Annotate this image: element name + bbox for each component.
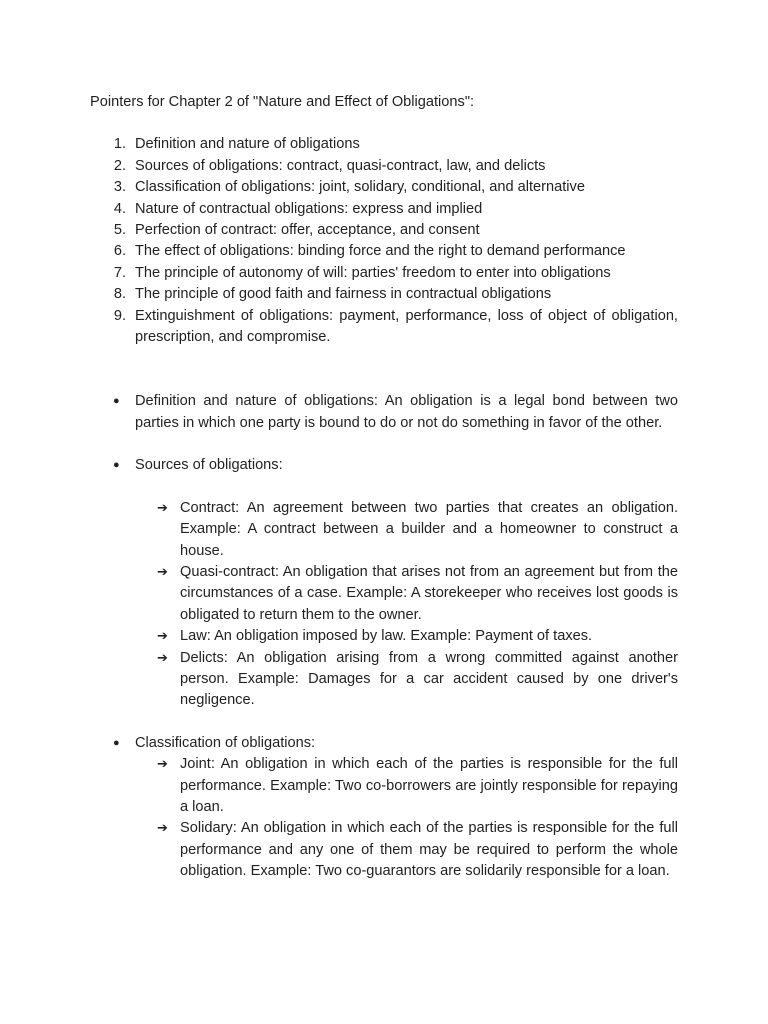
pointer-item xyxy=(90,156,678,177)
bullet-icon: ● xyxy=(113,395,120,408)
bullet-icon: ● xyxy=(113,459,120,472)
pointer-number: 9. xyxy=(113,307,126,324)
classification-list xyxy=(90,754,678,882)
definition-text: Definition and nature of obligations: An obligation is a legal bond between two parties in which one party is bound to do or not do something in favor of the other. xyxy=(135,393,678,431)
arrow-icon: ➔ xyxy=(157,500,168,516)
pointer-item xyxy=(90,284,678,305)
source-item-quasi-contract xyxy=(135,562,678,626)
spacer xyxy=(90,348,678,391)
classification-item-joint xyxy=(135,754,678,818)
pointer-item xyxy=(90,177,678,198)
sources-heading: Sources of obligations: xyxy=(135,457,283,474)
sources-list xyxy=(90,498,678,712)
arrow-icon: ➔ xyxy=(157,757,168,773)
pointer-text: Extinguishment of obligations: payment, performance, loss of object of obligation, prescription, and compromise. xyxy=(135,307,678,346)
pointer-text: The effect of obligations: binding force and the right to demand performance xyxy=(135,243,626,260)
source-text: Law: An obligation imposed by law. Example: Payment of taxes. xyxy=(180,628,593,645)
definition-bullet xyxy=(90,391,678,434)
spacer xyxy=(90,434,678,455)
pointer-number: 6. xyxy=(113,243,126,260)
classification-text: Solidary: An obligation in which each of the parties is responsible for the full performance and any one of them may be required to perform the whole obligation. Example: Two co-guarantors are solidarily responsible for a loan. xyxy=(180,820,678,880)
classification-heading: Classification of obligations: xyxy=(135,734,316,751)
pointer-item xyxy=(90,263,678,284)
pointer-text: Nature of contractual obligations: express and implied xyxy=(135,200,483,217)
pointers-list xyxy=(90,134,678,348)
pointer-number: 3. xyxy=(113,179,126,196)
classification-bullet xyxy=(90,733,678,754)
source-item-contract xyxy=(135,498,678,562)
pointer-number: 2. xyxy=(113,157,126,174)
pointer-number: 5. xyxy=(113,222,126,239)
pointer-number: 1. xyxy=(113,136,126,153)
pointer-number: 8. xyxy=(113,286,126,303)
pointer-text: The principle of autonomy of will: parties' freedom to enter into obligations xyxy=(135,264,611,281)
spacer xyxy=(90,712,678,733)
classification-text: Joint: An obligation in which each of the parties is responsible for the full performance. Example: Two co-borrowers are jointly responsible for repaying a loan. xyxy=(180,756,678,815)
spacer xyxy=(90,477,678,498)
classification-item-solidary xyxy=(135,818,678,882)
bullet-icon: ● xyxy=(113,736,120,749)
arrow-icon: ➔ xyxy=(157,650,168,666)
sources-bullet xyxy=(90,455,678,476)
pointer-text: Sources of obligations: contract, quasi-contract, law, and delicts xyxy=(135,157,546,174)
intro-heading: Pointers for Chapter 2 of "Nature and Effect of Obligations": xyxy=(90,94,475,110)
arrow-icon: ➔ xyxy=(157,821,168,837)
source-text: Delicts: An obligation arising from a wrong committed against another person. Example: Damages for a car accident caused by one driver's negligence. xyxy=(180,649,678,709)
pointer-item xyxy=(90,134,678,155)
source-item-law xyxy=(135,626,678,647)
pointer-item xyxy=(90,199,678,220)
pointer-number: 7. xyxy=(113,264,126,281)
source-item-delicts xyxy=(135,648,678,712)
pointer-item xyxy=(90,306,678,349)
pointer-text: Classification of obligations: joint, solidary, conditional, and alternative xyxy=(135,179,585,196)
pointer-text: Definition and nature of obligations xyxy=(135,136,360,153)
pointer-text: Perfection of contract: offer, acceptance, and consent xyxy=(135,222,480,239)
pointer-item xyxy=(90,220,678,241)
pointer-number: 4. xyxy=(113,200,126,217)
source-text: Quasi-contract: An obligation that arises not from an agreement but from the circumstances of a case. Example: A storekeeper who receives lost goods is obligated to return them to the owner. xyxy=(180,563,678,623)
arrow-icon: ➔ xyxy=(157,629,168,645)
arrow-icon: ➔ xyxy=(157,564,168,580)
source-text: Contract: An agreement between two parties that creates an obligation. Example: A contract between a builder and a homeowner to construct a house. xyxy=(180,499,678,559)
pointer-item xyxy=(90,241,678,262)
pointer-text: The principle of good faith and fairness in contractual obligations xyxy=(135,286,552,303)
